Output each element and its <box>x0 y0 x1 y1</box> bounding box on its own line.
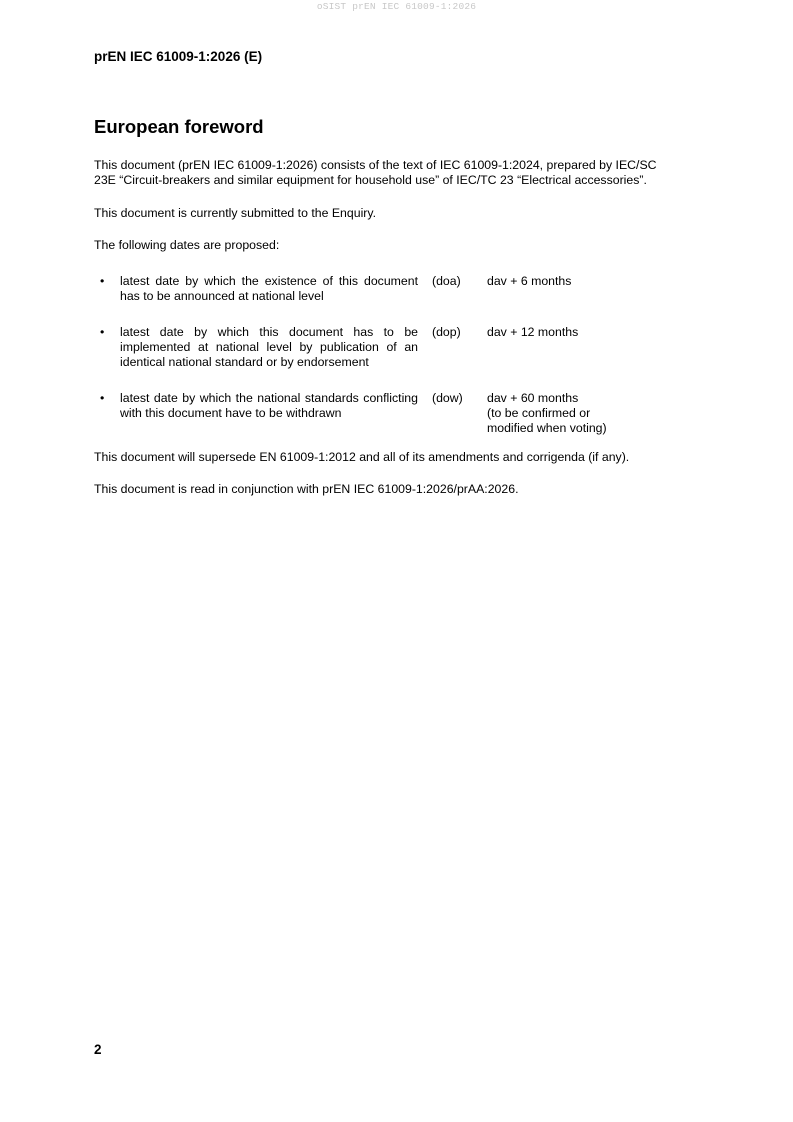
date-value-line: dav + 12 months <box>487 325 579 339</box>
date-code: (dow) <box>432 391 463 405</box>
document-identifier: prEN IEC 61009-1:2026 (E) <box>94 49 263 64</box>
bullet-icon: • <box>100 274 105 288</box>
dates-intro-paragraph: The following dates are proposed: <box>94 238 280 252</box>
date-code: (doa) <box>432 274 461 288</box>
date-value <box>487 274 657 289</box>
intro-line-2: 23E “Circuit-breakers and similar equipment for household use” of IEC/TC 23 “Electrical accessories”. <box>94 173 647 187</box>
conjunction-paragraph: This document is read in conjunction with prEN IEC 61009-1:2026/prAA:2026. <box>94 482 519 496</box>
page-title: European foreword <box>94 116 264 137</box>
date-value-line: dav + 6 months <box>487 274 572 288</box>
page-number: 2 <box>94 1042 102 1057</box>
bullet-icon: • <box>100 391 105 405</box>
date-value-line: (to be confirmed or <box>487 406 591 420</box>
intro-line-1: This document (prEN IEC 61009-1:2026) consists of the text of IEC 61009-1:2024, prepared by IEC/SC <box>94 158 657 172</box>
supersede-paragraph: This document will supersede EN 61009-1:2012 and all of its amendments and corrigenda (if any). <box>94 450 630 464</box>
bullet-icon: • <box>100 325 105 339</box>
date-description: latest date by which the existence of this document has to be announced at national level <box>120 274 418 303</box>
date-description: latest date by which the national standards conflicting with this document have to be withdrawn <box>120 391 418 420</box>
date-value <box>487 391 657 436</box>
date-value <box>487 325 657 340</box>
date-value-line: modified when voting) <box>487 421 607 435</box>
intro-paragraph <box>94 158 704 188</box>
date-description: latest date by which this document has to be implemented at national level by publication of an identical national standard or by endorsement <box>120 325 418 369</box>
date-code: (dop) <box>432 325 461 339</box>
watermark-text: oSIST prEN IEC 61009-1:2026 <box>316 1 477 12</box>
date-value-line: dav + 60 months <box>487 391 579 405</box>
enquiry-paragraph: This document is currently submitted to the Enquiry. <box>94 206 377 220</box>
